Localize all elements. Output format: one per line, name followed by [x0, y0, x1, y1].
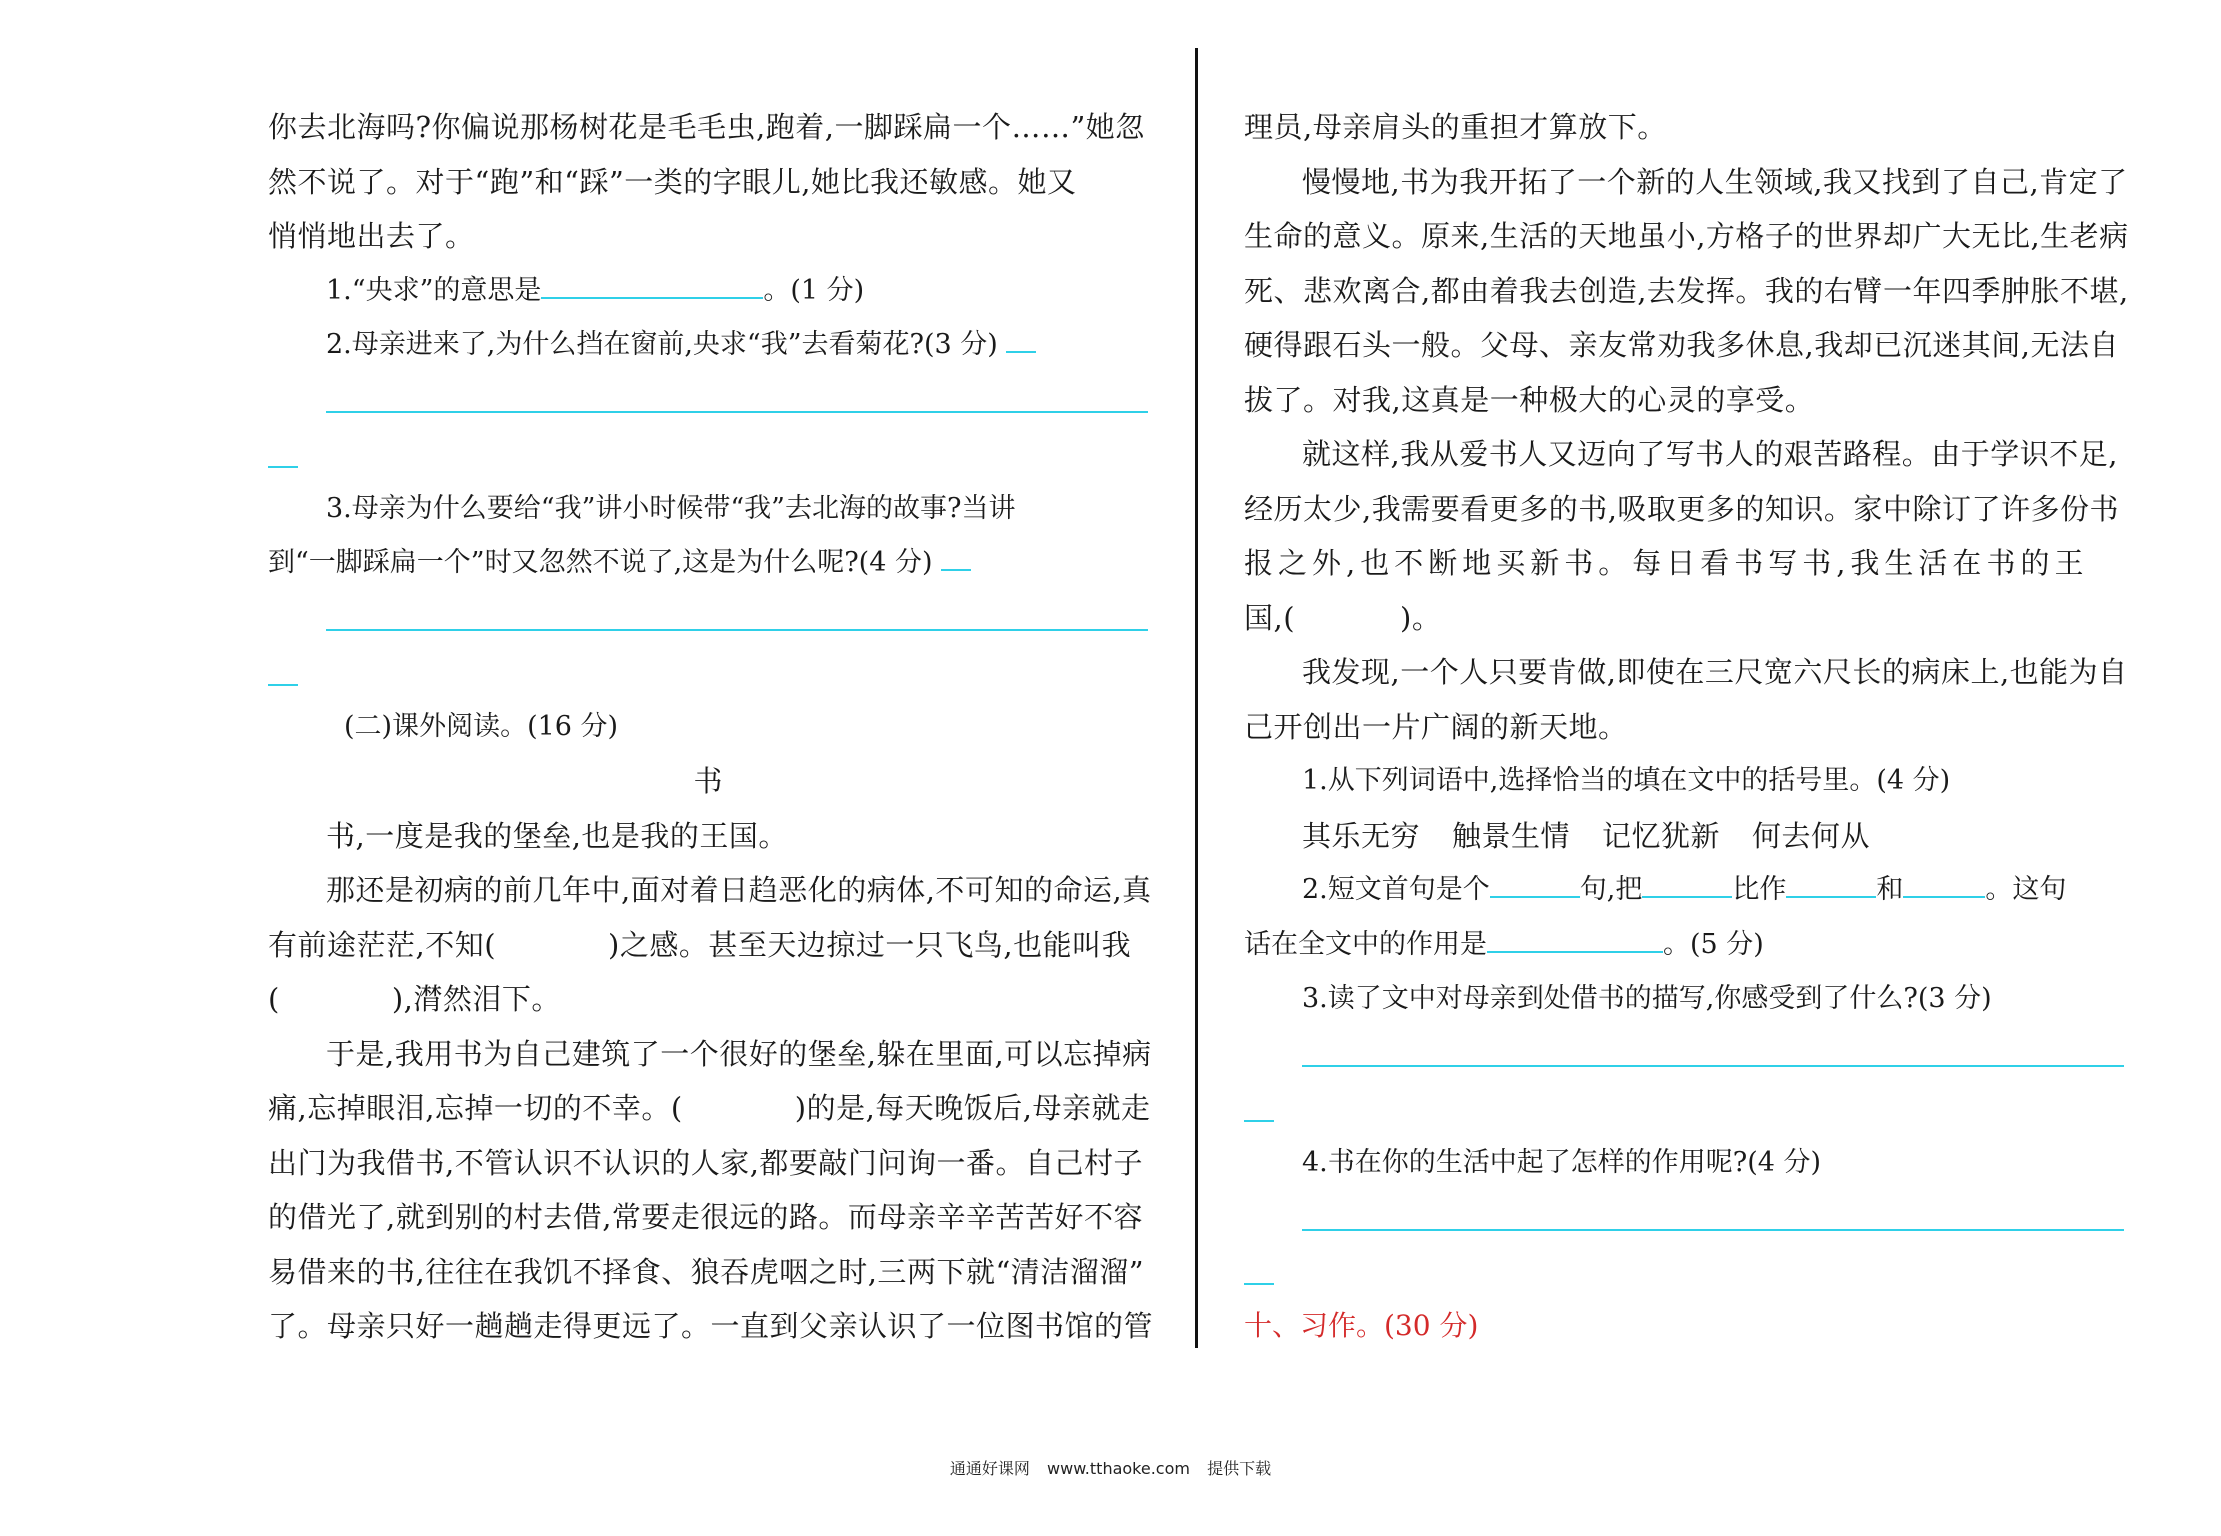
essay-line: 有前途茫茫,不知( )之感。甚至天边掠过一只飞鸟,也能叫我	[268, 927, 1132, 962]
section-heading: (二)课外阅读。(16 分)	[344, 710, 619, 742]
essay-line: 易借来的书,往往在我饥不择食、狼吞虎咽之时,三两下就“清洁溜溜”	[268, 1254, 1145, 1289]
question-3: 3.母亲为什么要给“我”讲小时候带“我”去北海的故事?当讲	[326, 492, 1016, 524]
essay-line: 慢慢地,书为我开拓了一个新的人生领域,我又找到了自己,肯定了	[1302, 164, 2128, 199]
answer-blank[interactable]	[1490, 872, 1580, 898]
answer-blank[interactable]	[1487, 927, 1663, 953]
essay-line: 国,( )。	[1244, 600, 1442, 635]
essay-line: 痛,忘掉眼泪,忘掉一切的不幸。( )的是,每天晚饭后,母亲就走	[268, 1091, 1151, 1125]
footer-tag: 提供下载	[1207, 1459, 1272, 1478]
question-2: 2.短文首句是个 句,把 比作 和 。这句	[1302, 874, 2067, 905]
word-options	[1244, 809, 2124, 864]
essay-line: 出门为我借书,不管认识不认识的人家,都要敲门问询一番。自己村子	[268, 1145, 1143, 1180]
column-divider	[1195, 48, 1198, 1348]
essay-line: 那还是初病的前几年中,面对着日趋恶化的病体,不可知的命运,真	[326, 873, 1152, 907]
answer-line[interactable]	[268, 591, 1148, 646]
essay-line: 生命的意义。原来,生活的天地虽小,方格子的世界却广大无比,生老病	[1244, 219, 2129, 253]
question-1: 1.“央求”的意思是 。(1 分)	[326, 274, 865, 306]
essay-line: 的借光了,就到别的村去借,常要走很远的路。而母亲辛辛苦苦好不容	[268, 1200, 1143, 1234]
question-3: 3.读了文中对母亲到处借书的描写,你感受到了什么?(3 分)	[1302, 983, 1992, 1014]
essay-line: 己开创出一片广阔的新天地。	[1244, 709, 1628, 744]
section-heading-writing: 十、习作。(30 分)	[1244, 1309, 1479, 1342]
word-option: 记忆犹新	[1602, 818, 1721, 853]
left-column	[268, 100, 1154, 1354]
essay-line: 就这样,我从爱书人又迈向了写书人的艰苦路程。由于学识不足,	[1302, 437, 2118, 471]
essay-line: 经历太少,我需要看更多的书,吸取更多的知识。家中除订了许多份书	[1244, 491, 2119, 526]
word-option: 何去何从	[1752, 818, 1871, 853]
essay-line: 书,一度是我的堡垒,也是我的王国。	[326, 818, 788, 853]
essay-line: 理员,母亲肩头的重担才算放下。	[1244, 110, 1667, 144]
answer-blank[interactable]	[1903, 872, 1985, 898]
answer-line[interactable]	[268, 373, 1148, 428]
word-option: 其乐无穷	[1302, 818, 1421, 853]
essay-title: 书	[693, 764, 723, 798]
answer-blank[interactable]	[1642, 872, 1732, 898]
right-column	[1244, 100, 2129, 1354]
answer-line[interactable]	[1244, 1190, 2124, 1245]
footer-site-name: 通通好课网	[949, 1459, 1030, 1478]
essay-line: 我发现,一个人只要肯做,即使在三尺宽六尺长的病床上,也能为自	[1302, 655, 2128, 689]
essay-line: 报之外,也不断地买新书。每日看书写书,我生活在书的王	[1244, 546, 2089, 580]
word-option: 触景生情	[1452, 818, 1571, 853]
answer-line-end[interactable]	[268, 427, 1148, 482]
answer-blank[interactable]	[541, 273, 763, 299]
essay-line: ( ),潸然泪下。	[268, 982, 561, 1016]
answer-line[interactable]	[1244, 1027, 2124, 1082]
passage-line: 你去北海吗?你偏说那杨树花是毛毛虫,跑着,一脚踩扁一个……”她忽	[268, 110, 1145, 144]
essay-line: 硬得跟石头一般。父母、亲友常劝我多休息,我却已沉迷其间,无法自	[1244, 328, 2119, 362]
answer-blank[interactable]	[1786, 872, 1876, 898]
question-2-cont: 话在全文中的作用是 。(5 分)	[1244, 928, 1764, 960]
essay-line: 死、悲欢离合,都由着我去创造,去发挥。我的右臂一年四季肿胀不堪,	[1244, 273, 2129, 308]
footer-url[interactable]: www.tthaoke.com	[1047, 1459, 1190, 1478]
passage-line: 悄悄地出去了。	[268, 219, 475, 253]
question-2: 2.母亲进来了,为什么挡在窗前,央求“我”去看菊花?(3 分)	[268, 318, 1148, 373]
answer-line-end[interactable]	[1244, 1245, 2124, 1300]
answer-blank[interactable]	[941, 545, 971, 571]
passage-line: 然不说了。对于“跑”和“踩”一类的字眼儿,她比我还敏感。她又	[268, 164, 1077, 199]
essay-line: 了。母亲只好一趟趟走得更远了。一直到父亲认识了一位图书馆的管	[268, 1309, 1154, 1343]
answer-blank[interactable]	[1006, 327, 1036, 353]
question-3-cont: 到“一脚踩扁一个”时又忽然不说了,这是为什么呢?(4 分)	[268, 536, 1148, 591]
answer-line-end[interactable]	[1244, 1081, 2124, 1136]
page-footer	[0, 1456, 2221, 1479]
question-4: 4.书在你的生活中起了怎样的作用呢?(4 分)	[1302, 1146, 1822, 1178]
essay-line: 于是,我用书为自己建筑了一个很好的堡垒,躲在里面,可以忘掉病	[326, 1036, 1152, 1071]
question-1: 1.从下列词语中,选择恰当的填在文中的括号里。(4 分)	[1302, 765, 1951, 796]
answer-line-end[interactable]	[268, 645, 1148, 700]
essay-line: 拔了。对我,这真是一种极大的心灵的享受。	[1244, 382, 1815, 417]
